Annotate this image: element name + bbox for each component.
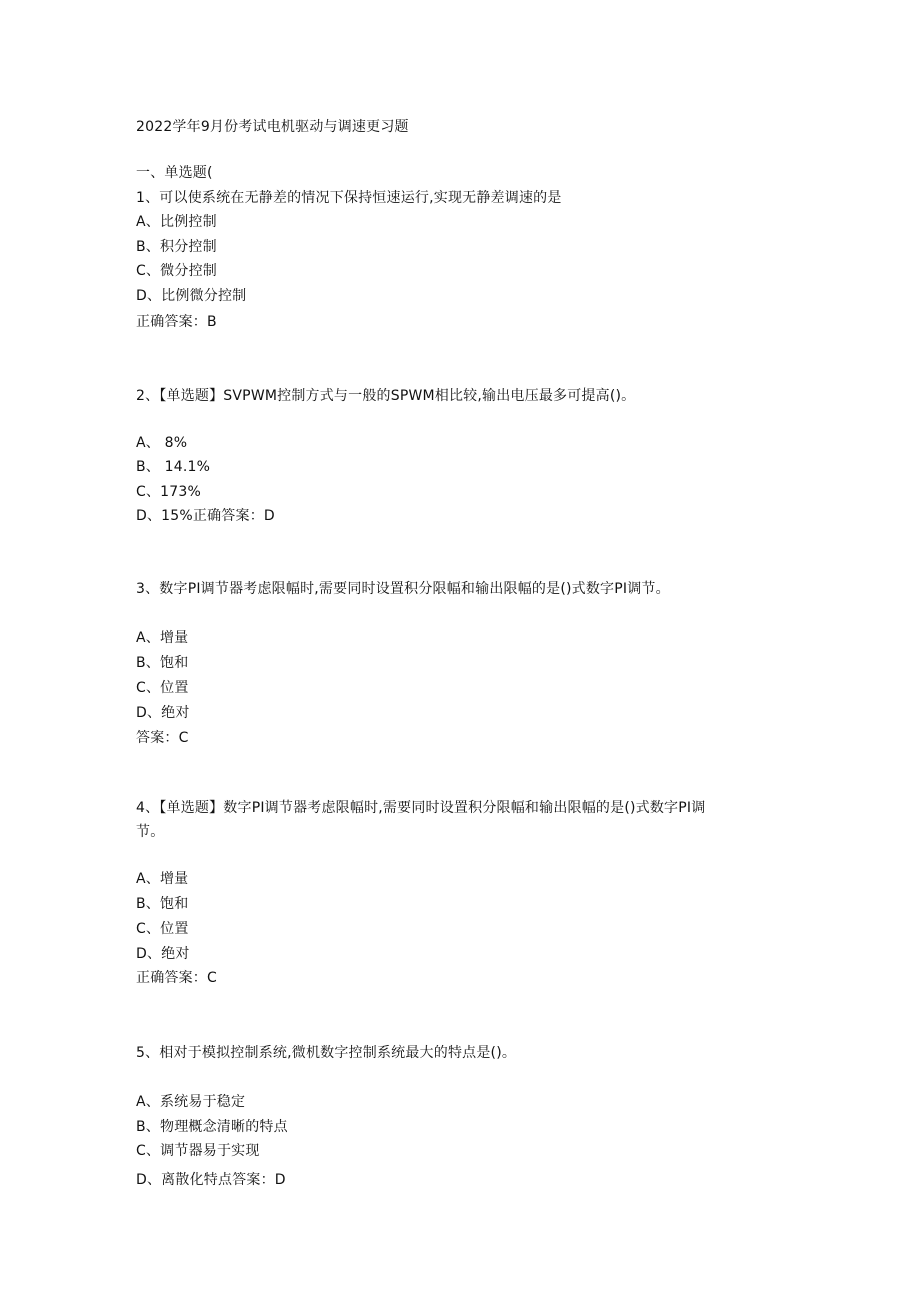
question-5-stem: 5、相对于模拟控制系统,微机数字控制系统最大的特点是()。 (136, 1045, 517, 1061)
question-4-option-b: B、饱和 (136, 896, 189, 912)
question-1-option-c: C、微分控制 (136, 263, 217, 279)
question-3-option-a: A、增量 (136, 630, 189, 646)
question-4-option-d: D、绝对 (136, 946, 190, 962)
question-1-answer: 正确答案：B (136, 314, 217, 330)
question-2-option-c: C、173% (136, 484, 201, 500)
question-3-option-d: D、绝对 (136, 705, 190, 721)
question-2-stem: 2、【单选题】SVPWM控制方式与一般的SPWM相比较,输出电压最多可提高()。 (136, 388, 636, 404)
question-1-option-b: B、积分控制 (136, 239, 217, 255)
question-2-option-b: B、 14.1% (136, 459, 211, 475)
question-5-option-b: B、物理概念清晰的特点 (136, 1119, 288, 1135)
section-heading: 一、单选题( (136, 165, 213, 181)
question-4-stem-line-1: 4、【单选题】数字PI调节器考虑限幅时,需要同时设置积分限幅和输出限幅的是()式数字PI调 (136, 800, 706, 816)
question-3-stem: 3、数字PI调节器考虑限幅时,需要同时设置积分限幅和输出限幅的是()式数字PI调节。 (136, 581, 670, 597)
question-3-option-b: B、饱和 (136, 655, 189, 671)
question-4-option-a: A、增量 (136, 871, 189, 887)
question-4-stem-line-2: 节。 (136, 824, 165, 840)
question-2-option-a: A、 8% (136, 435, 188, 451)
question-3-option-c: C、位置 (136, 680, 189, 696)
question-5-option-a: A、系统易于稳定 (136, 1094, 246, 1110)
question-3-answer: 答案：C (136, 730, 189, 746)
question-1-option-a: A、比例控制 (136, 214, 217, 230)
question-5-option-c: C、调节器易于实现 (136, 1143, 260, 1159)
question-4-answer: 正确答案：C (136, 970, 217, 986)
question-2-option-d-answer: D、15%正确答案：D (136, 508, 275, 524)
document-title: 2022学年9月份考试电机驱动与调速更习题 (136, 119, 409, 135)
question-4-option-c: C、位置 (136, 921, 189, 937)
question-1-option-d: D、比例微分控制 (136, 288, 247, 304)
question-5-option-d-answer: D、离散化特点答案：D (136, 1172, 286, 1188)
question-1-stem: 1、可以使系统在无静差的情况下保持恒速运行,实现无静差调速的是 (136, 190, 562, 206)
